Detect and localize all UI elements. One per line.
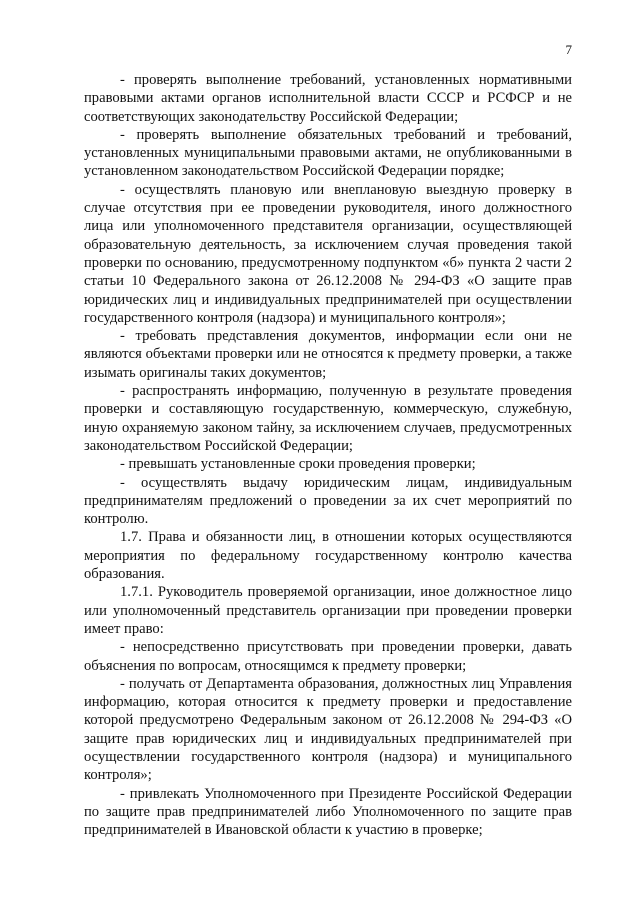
paragraph-11: - получать от Департамента образования, должностных лиц Управления информацию, которая относится к предмету проверки и предоставление которой предусмотрено Федеральным законом от 26.12.2008 № 294-ФЗ «О защите прав юридических лиц и индивидуальных предпринимателей при осуществлении государственного контроля (надзора) и муниципального контроля»;	[84, 675, 572, 784]
paragraph-10: - непосредственно присутствовать при проведении проверки, давать объяснения по вопросам, относящимся к предмету проверки;	[84, 639, 572, 674]
page-number: 7	[565, 42, 572, 57]
document-body	[84, 71, 572, 839]
paragraph-3: - осуществлять плановую или внеплановую выездную проверку в случае отсутствия при ее проведении руководителя, иного должностного лица или уполномоченного представителя организации, осуществляющей образовательную деятельность, за исключением случая проведения такой проверки по основанию, предусмотренному подпунктом «б» пункта 2 части 2 статьи 10 Федерального закона от 26.12.2008 № 294-ФЗ «О защите прав юридических лиц и индивидуальных предпринимателей при осуществлении государственного контроля (надзора) и муниципального контроля»;	[84, 181, 572, 326]
paragraph-12: - привлекать Уполномоченного при Президенте Российской Федерации по защите прав предпринимателей либо Уполномоченного по защите прав предпринимателей в Ивановской области к участию в проверке;	[84, 785, 572, 839]
paragraph-1: - проверять выполнение требований, установленных нормативными правовыми актами органов исполнительной власти СССР и РСФСР и не соответствующих законодательству Российской Федерации;	[84, 72, 572, 125]
paragraph-7: - осуществлять выдачу юридическим лицам, индивидуальным предпринимателям предложений о проведении за их счет мероприятий по контролю.	[84, 474, 572, 528]
paragraph-8: 1.7. Права и обязанности лиц, в отношении которых осуществляются мероприятия по федеральному государственному контролю качества образования.	[84, 529, 572, 583]
paragraph-2: - проверять выполнение обязательных требований и требований, установленных муниципальными правовыми актами, не опубликованными в установленном законодательством Российской Федерации порядке;	[84, 126, 572, 180]
paragraph-5: - распространять информацию, полученную в результате проведения проверки и составляющую государственную, коммерческую, служебную, иную охраняемую законом тайну, за исключением случаев, предусмотренных законодательством Российской Федерации;	[84, 383, 572, 454]
paragraph-4: - требовать представления документов, информации если они не являются объектами проверки или не относятся к предмету проверки, а также изымать оригиналы таких документов;	[84, 328, 572, 381]
paragraph-6: - превышать установленные сроки проведения проверки;	[120, 456, 476, 473]
paragraph-9: 1.7.1. Руководитель проверяемой организации, иное должностное лицо или уполномоченный представитель организации при проведении проверки имеет право:	[84, 584, 572, 637]
